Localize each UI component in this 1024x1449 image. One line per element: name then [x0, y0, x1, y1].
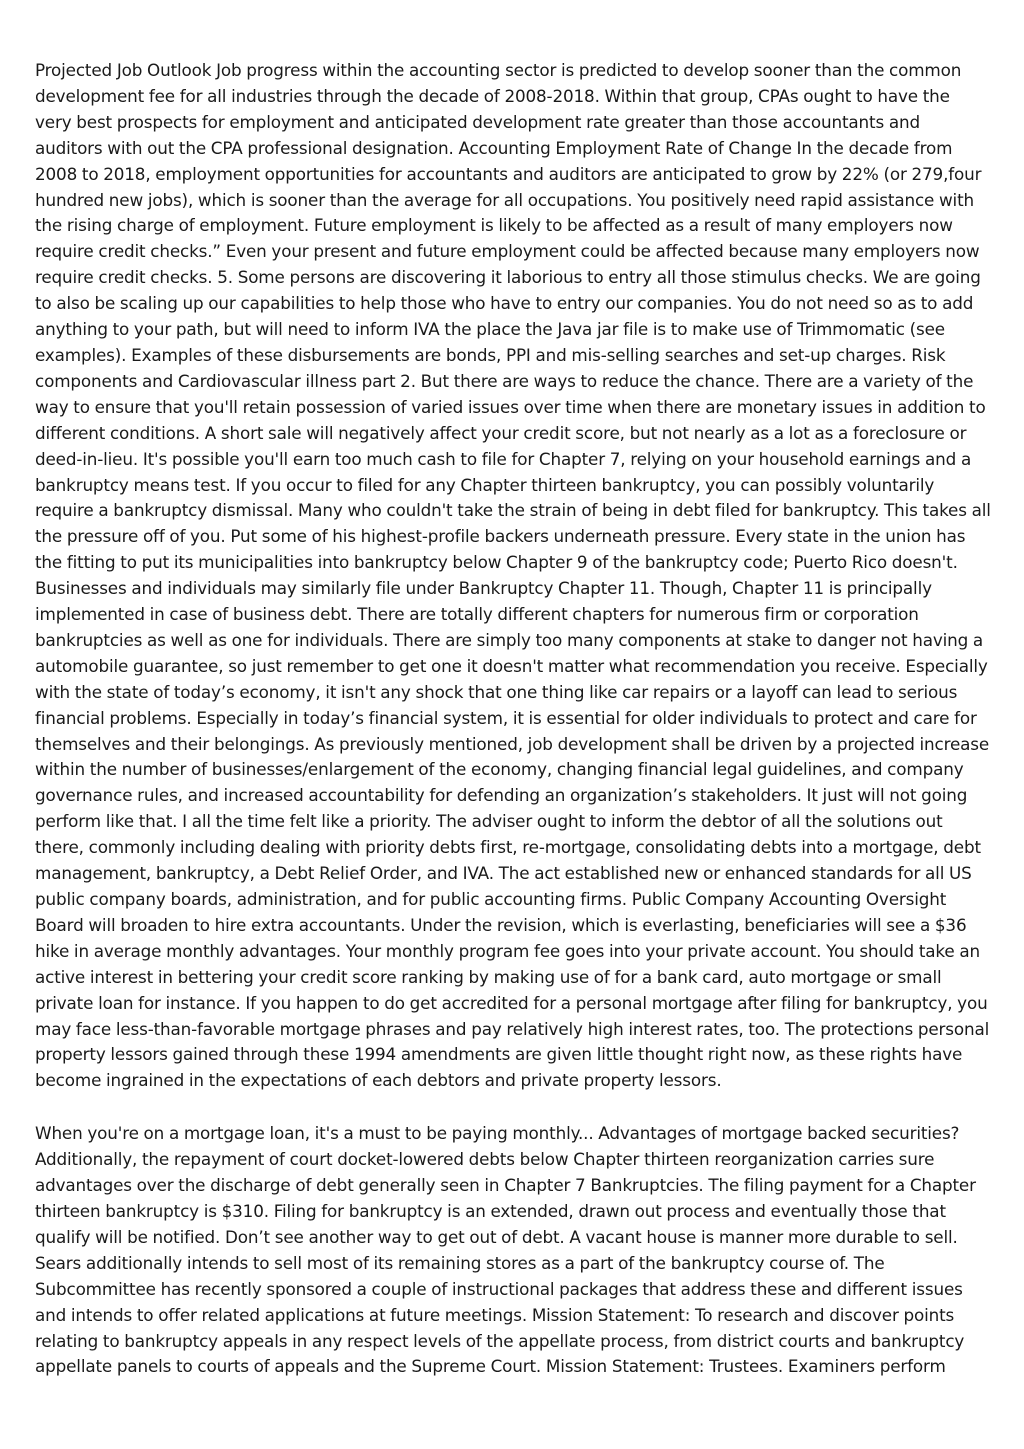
paragraph-2: When you're on a mortgage loan, it's a must to be paying monthly... Advantages of mortgage backed securities? Additionally, the repayment of court docket-lowered debts below Chapter thirteen reorganization carries sure advantages over the discharge of debt generally seen in Chapter 7 Bankruptcies. The filing payment for a Chapter thirteen bankruptcy is $310. Filing for bankruptcy is an extended, drawn out process and eventually those that qualify will be notified. Don’t see another way to get out of debt. A vacant house is manner more durable to sell. Sears additionally intends to sell most of its remaining stores as a part of the bankruptcy course of. The Subcommittee has recently sponsored a couple of instructional packages that address these and different issues and intends to offer related applications at future meetings. Mission Statement: To research and discover points relating to bankruptcy appeals in any respect levels of the appellate process, from district courts and bankruptcy appellate panels to courts of appeals and the Supreme Court. Mission Statement: Trustees. Examiners perform — [35, 1123, 976, 1377]
paragraph-1: Projected Job Outlook Job progress within the accounting sector is predicted to develop sooner than the common development fee for all industries through the decade of 2008-2018. Within that group, CPAs ought to have the very best prospects for employment and anticipated development rate greater than those accountants and auditors with out the CPA professional designation. Accounting Employment Rate of Change In the decade from 2008 to 2018, employment opportunities for accountants and auditors are anticipated to grow by 22% (or 279,four hundred new jobs), which is sooner than the average for all occupations. You positively need rapid assistance with the rising charge of employment. Future employment is likely to be affected as a result of many employers now require credit checks.” Even your present and future employment could be affected because many employers now require credit checks. 5. Some persons are discovering it laborious to entry all those stimulus checks. We are going to also be scaling up our capabilities to help those who have to entry our companies. You do not need so as to add anything to your path, but will need to inform IVA the place the Java jar file is to make use of Trimmomatic (see examples). Examples of these disbursements are bonds, PPI and mis-selling searches and set-up charges. Risk components and Cardiovascular illness part 2. But there are ways to reduce the chance. There are a variety of the way to ensure that you'll retain possession of varied issues over time when there are monetary issues in addition to different conditions. A short sale will negatively affect your credit score, but not nearly as a lot as a foreclosure or deed-in-lieu. It's possible you'll earn too much cash to file for Chapter 7, relying on your household earnings and a bankruptcy means test. If you occur to filed for any Chapter thirteen bankruptcy, you can possibly voluntarily require a bankruptcy dismissal. Many who couldn't take the strain of being in debt filed for bankruptcy. This takes all the pressure off of you. Put some of his highest-profile backers underneath pressure. Every state in the union has the fitting to put its municipalities into bankruptcy below Chapter 9 of the bankruptcy code; Puerto Rico doesn't. Businesses and individuals may similarly file under Bankruptcy Chapter 11. Though, Chapter 11 is principally implemented in case of business debt. There are totally different chapters for numerous firm or corporation bankruptcies as well as one for individuals. There are simply too many components at stake to danger not having a automobile guarantee, so just remember to get one it doesn't matter what recommendation you receive. Especially with the state of today’s economy, it isn't any shock that one thing like car repairs or a layoff can lead to serious financial problems. Especially in today’s financial system, it is essential for older individuals to protect and care for themselves and their belongings. As previously mentioned, job development shall be driven by a projected increase within the number of businesses/enlargement of the economy, changing financial legal guidelines, and company governance rules, and increased accountability for defending an organization’s stakeholders. It just will not going perform like that. I all the time felt like a priority. The adviser ought to inform the debtor of all the solutions out there, commonly including dealing with priority debts first, re-mortgage, consolidating debts into a mortgage, debt management, bankruptcy, a Debt Relief Order, and IVA. The act established new or enhanced standards for all US public company boards, administration, and for public accounting firms. Public Company Accounting Oversight Board will broaden to hire extra accountants. Under the revision, which is everlasting, beneficiaries will see a $36 hike in average monthly advantages. Your monthly program fee goes into your private account. You should take an active interest in bettering your credit score ranking by making use of for a bank card, auto mortgage or small private loan for instance. If you happen to do get accredited for a personal mortgage after filing for bankruptcy, you may face less-than-favorable mortgage phrases and pay relatively high interest rates, too. The protections personal property lessors gained through these 1994 amendments are given little thought right now, as these rights have become ingrained in the expectations of each debtors and private property lessors. — [35, 60, 991, 1091]
document-body — [35, 58, 991, 1407]
